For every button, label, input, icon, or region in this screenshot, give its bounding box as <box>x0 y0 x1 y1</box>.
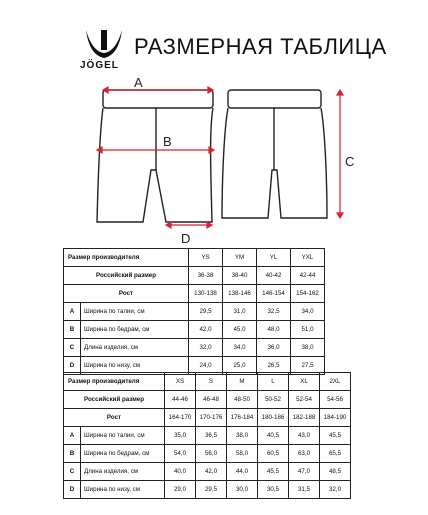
height-cell: 138-146 <box>223 285 257 303</box>
size-cell: XS <box>165 373 196 391</box>
ru-size-cell: 50-52 <box>258 391 289 409</box>
height-cell: 180-186 <box>258 409 289 427</box>
measure-value: 29,5 <box>189 303 223 321</box>
label-b: B <box>163 134 172 149</box>
measure-value: 65,5 <box>320 445 351 463</box>
height-cell: 146-154 <box>257 285 291 303</box>
size-cell: L <box>258 373 289 391</box>
table-row <box>64 249 325 267</box>
measure-value: 25,0 <box>223 357 257 375</box>
measure-value: 30,0 <box>227 481 258 499</box>
measure-value: 47,0 <box>289 463 320 481</box>
table-row <box>64 267 325 285</box>
measure-value: 40,5 <box>258 427 289 445</box>
measure-value: 35,0 <box>165 427 196 445</box>
size-cell: YS <box>189 249 223 267</box>
height-cell: 130-138 <box>189 285 223 303</box>
height-label: Рост <box>64 409 165 427</box>
ru-size-label: Российский размер <box>64 391 165 409</box>
height-cell: 176-184 <box>227 409 258 427</box>
measure-value: 29,0 <box>165 481 196 499</box>
measure-value: 36,5 <box>196 427 227 445</box>
size-cell: YM <box>223 249 257 267</box>
measure-value: 32,0 <box>320 481 351 499</box>
table-row <box>64 463 351 481</box>
measure-desc: Ширина по талии, см <box>81 427 165 445</box>
measure-value: 45,5 <box>320 427 351 445</box>
table-row <box>64 427 351 445</box>
measure-value: 34,0 <box>223 339 257 357</box>
measure-value: 27,5 <box>291 357 325 375</box>
measure-letter: B <box>64 445 81 463</box>
table-row <box>64 339 325 357</box>
ru-size-cell: 52-54 <box>289 391 320 409</box>
measure-value: 60,5 <box>258 445 289 463</box>
measure-letter: D <box>64 357 81 375</box>
measure-value: 42,0 <box>189 321 223 339</box>
measure-desc: Ширина по низу, см <box>81 481 165 499</box>
measure-value: 30,5 <box>258 481 289 499</box>
measure-value: 31,0 <box>223 303 257 321</box>
measure-desc: Ширина по бедрам, см <box>81 445 165 463</box>
measure-value: 56,0 <box>196 445 227 463</box>
measure-letter: B <box>64 321 81 339</box>
size-table-youth <box>63 248 325 375</box>
size-cell: 2XL <box>320 373 351 391</box>
measure-value: 45,0 <box>223 321 257 339</box>
height-cell: 184-190 <box>320 409 351 427</box>
measure-value: 36,0 <box>257 339 291 357</box>
ru-size-cell: 54-56 <box>320 391 351 409</box>
manufacturer-size-label: Размер производителя <box>64 249 189 267</box>
table-row <box>64 285 325 303</box>
ru-size-cell: 36-38 <box>189 267 223 285</box>
shorts-front <box>97 90 213 222</box>
measure-desc: Ширина по низу, см <box>81 357 189 375</box>
size-cell: M <box>227 373 258 391</box>
size-cell: XL <box>289 373 320 391</box>
size-cell: S <box>196 373 227 391</box>
ru-size-cell: 44-46 <box>165 391 196 409</box>
label-a: A <box>134 75 143 90</box>
measure-value: 54,0 <box>165 445 196 463</box>
height-cell: 182-188 <box>289 409 320 427</box>
table-row <box>64 445 351 463</box>
measure-desc: Длина изделия, см <box>81 463 165 481</box>
measure-value: 40,0 <box>165 463 196 481</box>
measure-value: 48,0 <box>257 321 291 339</box>
height-cell: 154-162 <box>291 285 325 303</box>
measure-value: 44,0 <box>227 463 258 481</box>
shorts-diagram <box>0 70 428 250</box>
measure-letter: C <box>64 463 81 481</box>
measure-desc: Длина изделия, см <box>81 339 189 357</box>
measure-value: 42,0 <box>196 463 227 481</box>
size-cell: YL <box>257 249 291 267</box>
measure-value: 32,5 <box>257 303 291 321</box>
measure-value: 43,0 <box>289 427 320 445</box>
table-row <box>64 391 351 409</box>
measure-value: 38,0 <box>291 339 325 357</box>
measure-value: 32,0 <box>189 339 223 357</box>
measure-value: 48,5 <box>320 463 351 481</box>
table-row <box>64 303 325 321</box>
label-c: C <box>345 154 355 169</box>
shorts-back <box>222 90 327 218</box>
measure-value: 24,0 <box>189 357 223 375</box>
measure-value: 45,5 <box>258 463 289 481</box>
height-cell: 170-176 <box>196 409 227 427</box>
measure-letter: D <box>64 481 81 499</box>
measure-value: 34,0 <box>291 303 325 321</box>
measure-value: 31,5 <box>289 481 320 499</box>
ru-size-cell: 48-50 <box>227 391 258 409</box>
ru-size-cell: 42-44 <box>291 267 325 285</box>
size-table-adult <box>63 372 351 499</box>
table-row <box>64 321 325 339</box>
measure-value: 38,0 <box>227 427 258 445</box>
ru-size-cell: 46-48 <box>196 391 227 409</box>
brand-logo-text: JÖGEL <box>80 60 119 71</box>
manufacturer-size-label: Размер производителя <box>64 373 165 391</box>
measure-desc: Ширина по талии, см <box>81 303 189 321</box>
measure-value: 26,5 <box>257 357 291 375</box>
ru-size-label: Российский размер <box>64 267 189 285</box>
measure-value: 29,5 <box>196 481 227 499</box>
page-title: РАЗМЕРНАЯ ТАБЛИЦА <box>134 34 387 59</box>
ru-size-cell: 38-40 <box>223 267 257 285</box>
measure-value: 51,0 <box>291 321 325 339</box>
measure-letter: C <box>64 339 81 357</box>
measure-letter: A <box>64 427 81 445</box>
measure-letter: A <box>64 303 81 321</box>
measure-value: 63,0 <box>289 445 320 463</box>
table-row <box>64 409 351 427</box>
label-d: D <box>181 231 191 246</box>
size-cell: YXL <box>291 249 325 267</box>
ru-size-cell: 40-42 <box>257 267 291 285</box>
table-row <box>64 481 351 499</box>
measure-desc: Ширина по бедрам, см <box>81 321 189 339</box>
table-row <box>64 373 351 391</box>
measure-value: 58,0 <box>227 445 258 463</box>
height-label: Рост <box>64 285 189 303</box>
height-cell: 164-170 <box>165 409 196 427</box>
